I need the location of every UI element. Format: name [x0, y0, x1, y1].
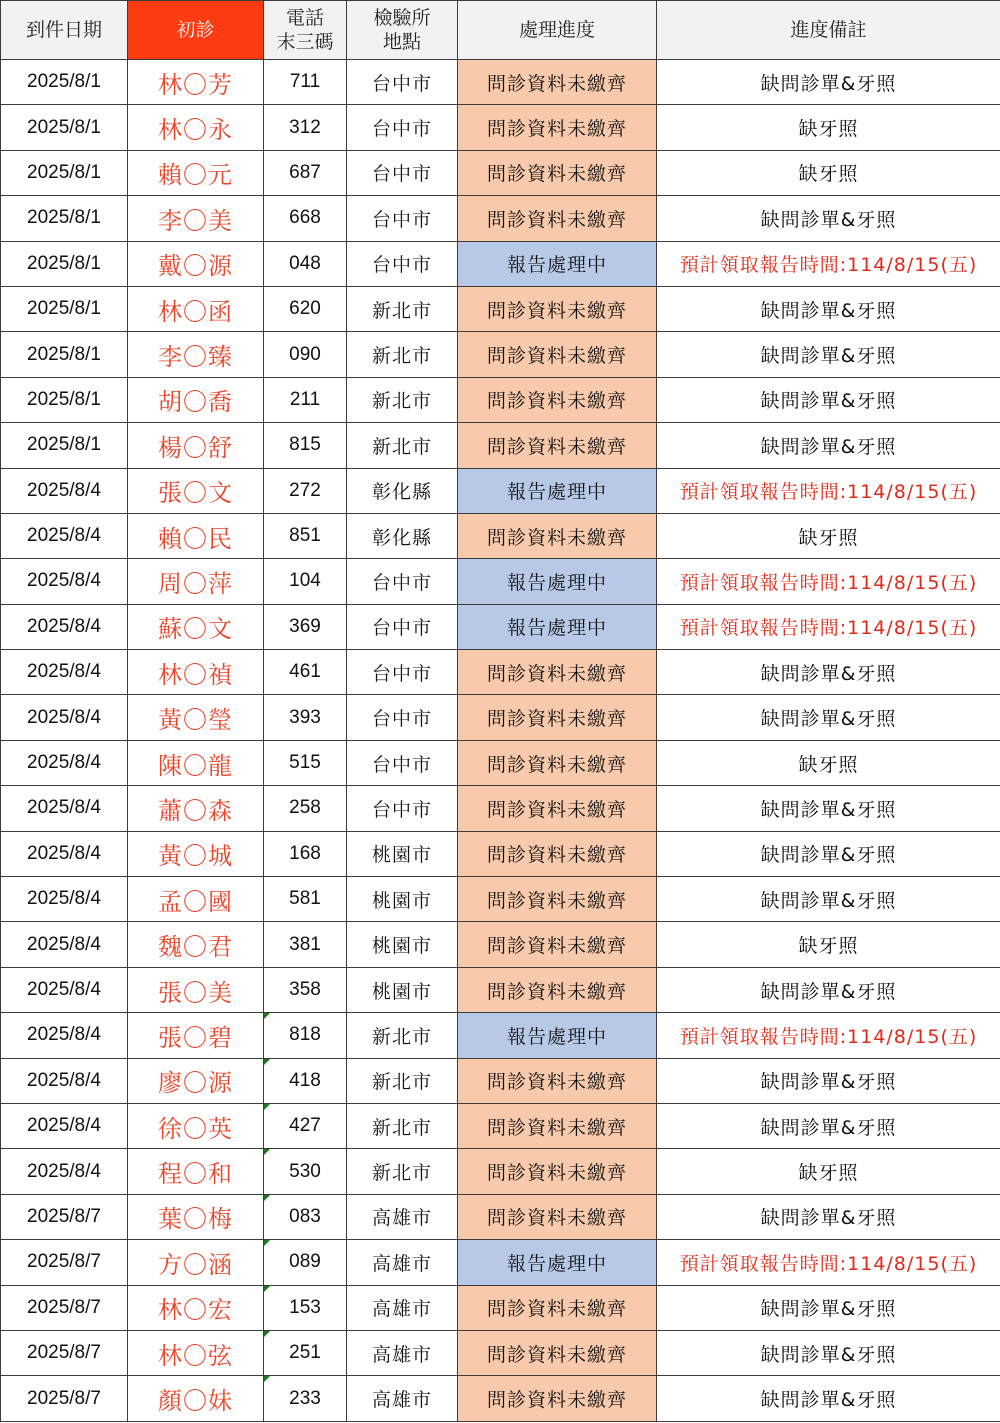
cell-note: 缺問診單&牙照	[657, 1376, 1000, 1421]
cell-note: 預計領取報告時間:114/8/15(五)	[657, 468, 1000, 513]
table-row	[1, 1330, 1000, 1375]
cell-location: 新北市	[347, 1103, 458, 1148]
header-location-line2: 地點	[382, 31, 421, 53]
cell-date: 2025/8/7	[1, 1194, 128, 1239]
cell-location: 台中市	[347, 559, 458, 604]
cell-location: 新北市	[347, 377, 458, 422]
cell-location: 台中市	[347, 604, 458, 649]
cell-status: 問診資料未繳齊	[458, 60, 657, 105]
cell-phone: 393	[264, 695, 347, 740]
cell-location: 桃園市	[347, 877, 458, 922]
cell-note: 缺牙照	[657, 105, 1000, 150]
cell-status: 問診資料未繳齊	[458, 1058, 657, 1103]
cell-date: 2025/8/7	[1, 1376, 128, 1421]
cell-note: 缺問診單&牙照	[657, 967, 1000, 1012]
cell-name: 廖〇源	[128, 1058, 264, 1103]
table-row	[1, 695, 1000, 740]
cell-date: 2025/8/4	[1, 1013, 128, 1058]
cell-location: 高雄市	[347, 1194, 458, 1239]
cell-phone: 211	[264, 377, 347, 422]
cell-status: 問診資料未繳齊	[458, 695, 657, 740]
cell-phone: 427	[264, 1103, 347, 1148]
cell-date: 2025/8/4	[1, 513, 128, 558]
cell-date: 2025/8/1	[1, 377, 128, 422]
cell-note: 缺問診單&牙照	[657, 1058, 1000, 1103]
cell-location: 高雄市	[347, 1330, 458, 1375]
cell-name: 張〇文	[128, 468, 264, 513]
cell-status: 問診資料未繳齊	[458, 423, 657, 468]
cell-phone: 083	[264, 1194, 347, 1239]
cell-name: 李〇臻	[128, 332, 264, 377]
cell-location: 台中市	[347, 60, 458, 105]
cell-phone: 515	[264, 740, 347, 785]
cell-note: 缺牙照	[657, 513, 1000, 558]
cell-date: 2025/8/4	[1, 967, 128, 1012]
cell-note: 預計領取報告時間:114/8/15(五)	[657, 1240, 1000, 1285]
cell-location: 彰化縣	[347, 513, 458, 558]
cell-date: 2025/8/4	[1, 559, 128, 604]
cell-date: 2025/8/1	[1, 105, 128, 150]
table-row	[1, 1149, 1000, 1194]
cell-status: 報告處理中	[458, 559, 657, 604]
cell-status: 問診資料未繳齊	[458, 1149, 657, 1194]
cell-name: 魏〇君	[128, 922, 264, 967]
cell-date: 2025/8/1	[1, 286, 128, 331]
cell-date: 2025/8/4	[1, 1103, 128, 1148]
cell-status: 問診資料未繳齊	[458, 1103, 657, 1148]
cell-name: 程〇和	[128, 1149, 264, 1194]
cell-status: 問診資料未繳齊	[458, 513, 657, 558]
cell-name: 胡〇喬	[128, 377, 264, 422]
table-row	[1, 105, 1000, 150]
cell-name: 林〇宏	[128, 1285, 264, 1330]
cell-name: 方〇涵	[128, 1240, 264, 1285]
cell-location: 新北市	[347, 332, 458, 377]
table-row	[1, 332, 1000, 377]
table-row	[1, 196, 1000, 241]
cell-name: 徐〇英	[128, 1103, 264, 1148]
cell-name: 楊〇舒	[128, 423, 264, 468]
table-row	[1, 604, 1000, 649]
cell-name: 顏〇妹	[128, 1376, 264, 1421]
cell-date: 2025/8/4	[1, 831, 128, 876]
cell-location: 桃園市	[347, 831, 458, 876]
cell-status: 問診資料未繳齊	[458, 922, 657, 967]
cell-note: 預計領取報告時間:114/8/15(五)	[657, 559, 1000, 604]
cell-phone: 233	[264, 1376, 347, 1421]
cell-name: 戴〇源	[128, 241, 264, 286]
cell-status: 報告處理中	[458, 1013, 657, 1058]
cell-phone: 668	[264, 196, 347, 241]
cell-phone: 312	[264, 105, 347, 150]
cell-name: 蘇〇文	[128, 604, 264, 649]
cell-note: 缺牙照	[657, 922, 1000, 967]
table-body	[1, 60, 1000, 1422]
cell-location: 高雄市	[347, 1240, 458, 1285]
cell-phone: 168	[264, 831, 347, 876]
table-row	[1, 150, 1000, 195]
cell-note: 缺問診單&牙照	[657, 196, 1000, 241]
cell-location: 台中市	[347, 695, 458, 740]
cell-note: 缺問診單&牙照	[657, 286, 1000, 331]
cell-name: 林〇永	[128, 105, 264, 150]
table-row	[1, 877, 1000, 922]
cell-date: 2025/8/1	[1, 196, 128, 241]
cell-date: 2025/8/1	[1, 241, 128, 286]
cell-status: 問診資料未繳齊	[458, 150, 657, 195]
cell-note: 缺問診單&牙照	[657, 831, 1000, 876]
header-location	[347, 1, 458, 60]
cell-date: 2025/8/4	[1, 1058, 128, 1103]
header-name: 初診	[128, 1, 264, 60]
cell-note: 缺問診單&牙照	[657, 1103, 1000, 1148]
cell-name: 林〇弦	[128, 1330, 264, 1375]
cell-status: 問診資料未繳齊	[458, 1194, 657, 1239]
cell-phone: 581	[264, 877, 347, 922]
cell-name: 張〇美	[128, 967, 264, 1012]
table-row	[1, 967, 1000, 1012]
cell-phone: 687	[264, 150, 347, 195]
table-row	[1, 1376, 1000, 1421]
cell-note: 預計領取報告時間:114/8/15(五)	[657, 1013, 1000, 1058]
table-row	[1, 1013, 1000, 1058]
cell-phone: 818	[264, 1013, 347, 1058]
cell-name: 林〇禎	[128, 650, 264, 695]
cell-location: 台中市	[347, 241, 458, 286]
cell-date: 2025/8/4	[1, 922, 128, 967]
cell-note: 缺問診單&牙照	[657, 695, 1000, 740]
table-row	[1, 922, 1000, 967]
cell-note: 缺牙照	[657, 150, 1000, 195]
cell-phone: 251	[264, 1330, 347, 1375]
cell-location: 高雄市	[347, 1285, 458, 1330]
header-status: 處理進度	[458, 1, 657, 60]
cell-phone: 104	[264, 559, 347, 604]
cell-name: 賴〇民	[128, 513, 264, 558]
cell-note: 預計領取報告時間:114/8/15(五)	[657, 604, 1000, 649]
cell-status: 問診資料未繳齊	[458, 967, 657, 1012]
table-row	[1, 1240, 1000, 1285]
cell-date: 2025/8/4	[1, 740, 128, 785]
cell-status: 報告處理中	[458, 1240, 657, 1285]
cell-note: 缺問診單&牙照	[657, 1285, 1000, 1330]
cell-name: 賴〇元	[128, 150, 264, 195]
cell-phone: 711	[264, 60, 347, 105]
cell-phone: 048	[264, 241, 347, 286]
cell-phone: 530	[264, 1149, 347, 1194]
cell-note: 缺問診單&牙照	[657, 60, 1000, 105]
table-row	[1, 1103, 1000, 1148]
table-row	[1, 513, 1000, 558]
cell-name: 林〇芳	[128, 60, 264, 105]
cell-name: 陳〇龍	[128, 740, 264, 785]
table-row	[1, 423, 1000, 468]
cell-phone: 272	[264, 468, 347, 513]
cell-phone: 815	[264, 423, 347, 468]
cell-date: 2025/8/1	[1, 423, 128, 468]
cell-location: 台中市	[347, 150, 458, 195]
cell-note: 缺問診單&牙照	[657, 1330, 1000, 1375]
cell-status: 問診資料未繳齊	[458, 786, 657, 831]
cell-location: 台中市	[347, 196, 458, 241]
cell-date: 2025/8/4	[1, 786, 128, 831]
cell-status: 報告處理中	[458, 241, 657, 286]
table-row	[1, 1285, 1000, 1330]
header-row	[1, 1, 1000, 60]
cell-date: 2025/8/1	[1, 60, 128, 105]
table-row	[1, 559, 1000, 604]
cell-name: 李〇美	[128, 196, 264, 241]
header-phone-line1: 電話	[285, 7, 324, 29]
cell-location: 彰化縣	[347, 468, 458, 513]
table-row	[1, 1058, 1000, 1103]
cell-location: 桃園市	[347, 967, 458, 1012]
cell-phone: 381	[264, 922, 347, 967]
cell-note: 缺牙照	[657, 740, 1000, 785]
cell-date: 2025/8/7	[1, 1330, 128, 1375]
cell-phone: 153	[264, 1285, 347, 1330]
cell-location: 新北市	[347, 1149, 458, 1194]
header-location-line1: 檢驗所	[373, 7, 431, 29]
cell-status: 問診資料未繳齊	[458, 105, 657, 150]
cell-name: 周〇萍	[128, 559, 264, 604]
cell-location: 桃園市	[347, 922, 458, 967]
table-row	[1, 831, 1000, 876]
cell-phone: 089	[264, 1240, 347, 1285]
cell-name: 孟〇國	[128, 877, 264, 922]
cell-status: 問診資料未繳齊	[458, 1376, 657, 1421]
table-row	[1, 1194, 1000, 1239]
cell-phone: 851	[264, 513, 347, 558]
cell-status: 問診資料未繳齊	[458, 877, 657, 922]
cell-note: 缺問診單&牙照	[657, 877, 1000, 922]
cell-note: 缺問診單&牙照	[657, 786, 1000, 831]
cell-date: 2025/8/4	[1, 1149, 128, 1194]
table-row	[1, 286, 1000, 331]
table-row	[1, 786, 1000, 831]
cell-location: 高雄市	[347, 1376, 458, 1421]
cell-date: 2025/8/4	[1, 877, 128, 922]
header-note: 進度備註	[657, 1, 1000, 60]
cell-phone: 369	[264, 604, 347, 649]
cell-name: 蕭〇森	[128, 786, 264, 831]
cell-note: 缺問診單&牙照	[657, 650, 1000, 695]
cell-date: 2025/8/7	[1, 1285, 128, 1330]
table-row	[1, 740, 1000, 785]
cell-location: 台中市	[347, 786, 458, 831]
header-phone	[264, 1, 347, 60]
cell-status: 問診資料未繳齊	[458, 1285, 657, 1330]
cell-note: 缺問診單&牙照	[657, 332, 1000, 377]
cell-note: 缺問診單&牙照	[657, 1194, 1000, 1239]
cell-status: 問診資料未繳齊	[458, 332, 657, 377]
cell-location: 新北市	[347, 423, 458, 468]
cell-status: 問診資料未繳齊	[458, 377, 657, 422]
cell-location: 台中市	[347, 105, 458, 150]
table-row	[1, 377, 1000, 422]
header-date: 到件日期	[1, 1, 128, 60]
cell-name: 葉〇梅	[128, 1194, 264, 1239]
cell-phone: 090	[264, 332, 347, 377]
cell-phone: 258	[264, 786, 347, 831]
cell-phone: 461	[264, 650, 347, 695]
cell-date: 2025/8/4	[1, 695, 128, 740]
cell-name: 張〇碧	[128, 1013, 264, 1058]
cell-phone: 358	[264, 967, 347, 1012]
cell-status: 問診資料未繳齊	[458, 286, 657, 331]
cell-date: 2025/8/1	[1, 150, 128, 195]
cell-name: 黃〇瑩	[128, 695, 264, 740]
cell-note: 缺問診單&牙照	[657, 377, 1000, 422]
cell-location: 新北市	[347, 1058, 458, 1103]
cell-date: 2025/8/4	[1, 650, 128, 695]
cell-note: 缺問診單&牙照	[657, 423, 1000, 468]
cell-location: 新北市	[347, 286, 458, 331]
cell-location: 新北市	[347, 1013, 458, 1058]
cell-date: 2025/8/4	[1, 604, 128, 649]
cell-name: 黃〇城	[128, 831, 264, 876]
cell-location: 台中市	[347, 740, 458, 785]
cell-note: 缺牙照	[657, 1149, 1000, 1194]
cell-status: 問診資料未繳齊	[458, 1330, 657, 1375]
table-row	[1, 60, 1000, 105]
cell-location: 台中市	[347, 650, 458, 695]
cell-note: 預計領取報告時間:114/8/15(五)	[657, 241, 1000, 286]
cell-status: 問診資料未繳齊	[458, 831, 657, 876]
cell-date: 2025/8/4	[1, 468, 128, 513]
cell-status: 報告處理中	[458, 604, 657, 649]
cell-status: 問診資料未繳齊	[458, 740, 657, 785]
cell-phone: 620	[264, 286, 347, 331]
cell-date: 2025/8/7	[1, 1240, 128, 1285]
cell-status: 問診資料未繳齊	[458, 196, 657, 241]
table-row	[1, 650, 1000, 695]
cell-phone: 418	[264, 1058, 347, 1103]
cell-status: 報告處理中	[458, 468, 657, 513]
cell-date: 2025/8/1	[1, 332, 128, 377]
table-row	[1, 468, 1000, 513]
table-row	[1, 241, 1000, 286]
cell-status: 問診資料未繳齊	[458, 650, 657, 695]
header-phone-line2: 末三碼	[276, 31, 334, 53]
cell-name: 林〇函	[128, 286, 264, 331]
